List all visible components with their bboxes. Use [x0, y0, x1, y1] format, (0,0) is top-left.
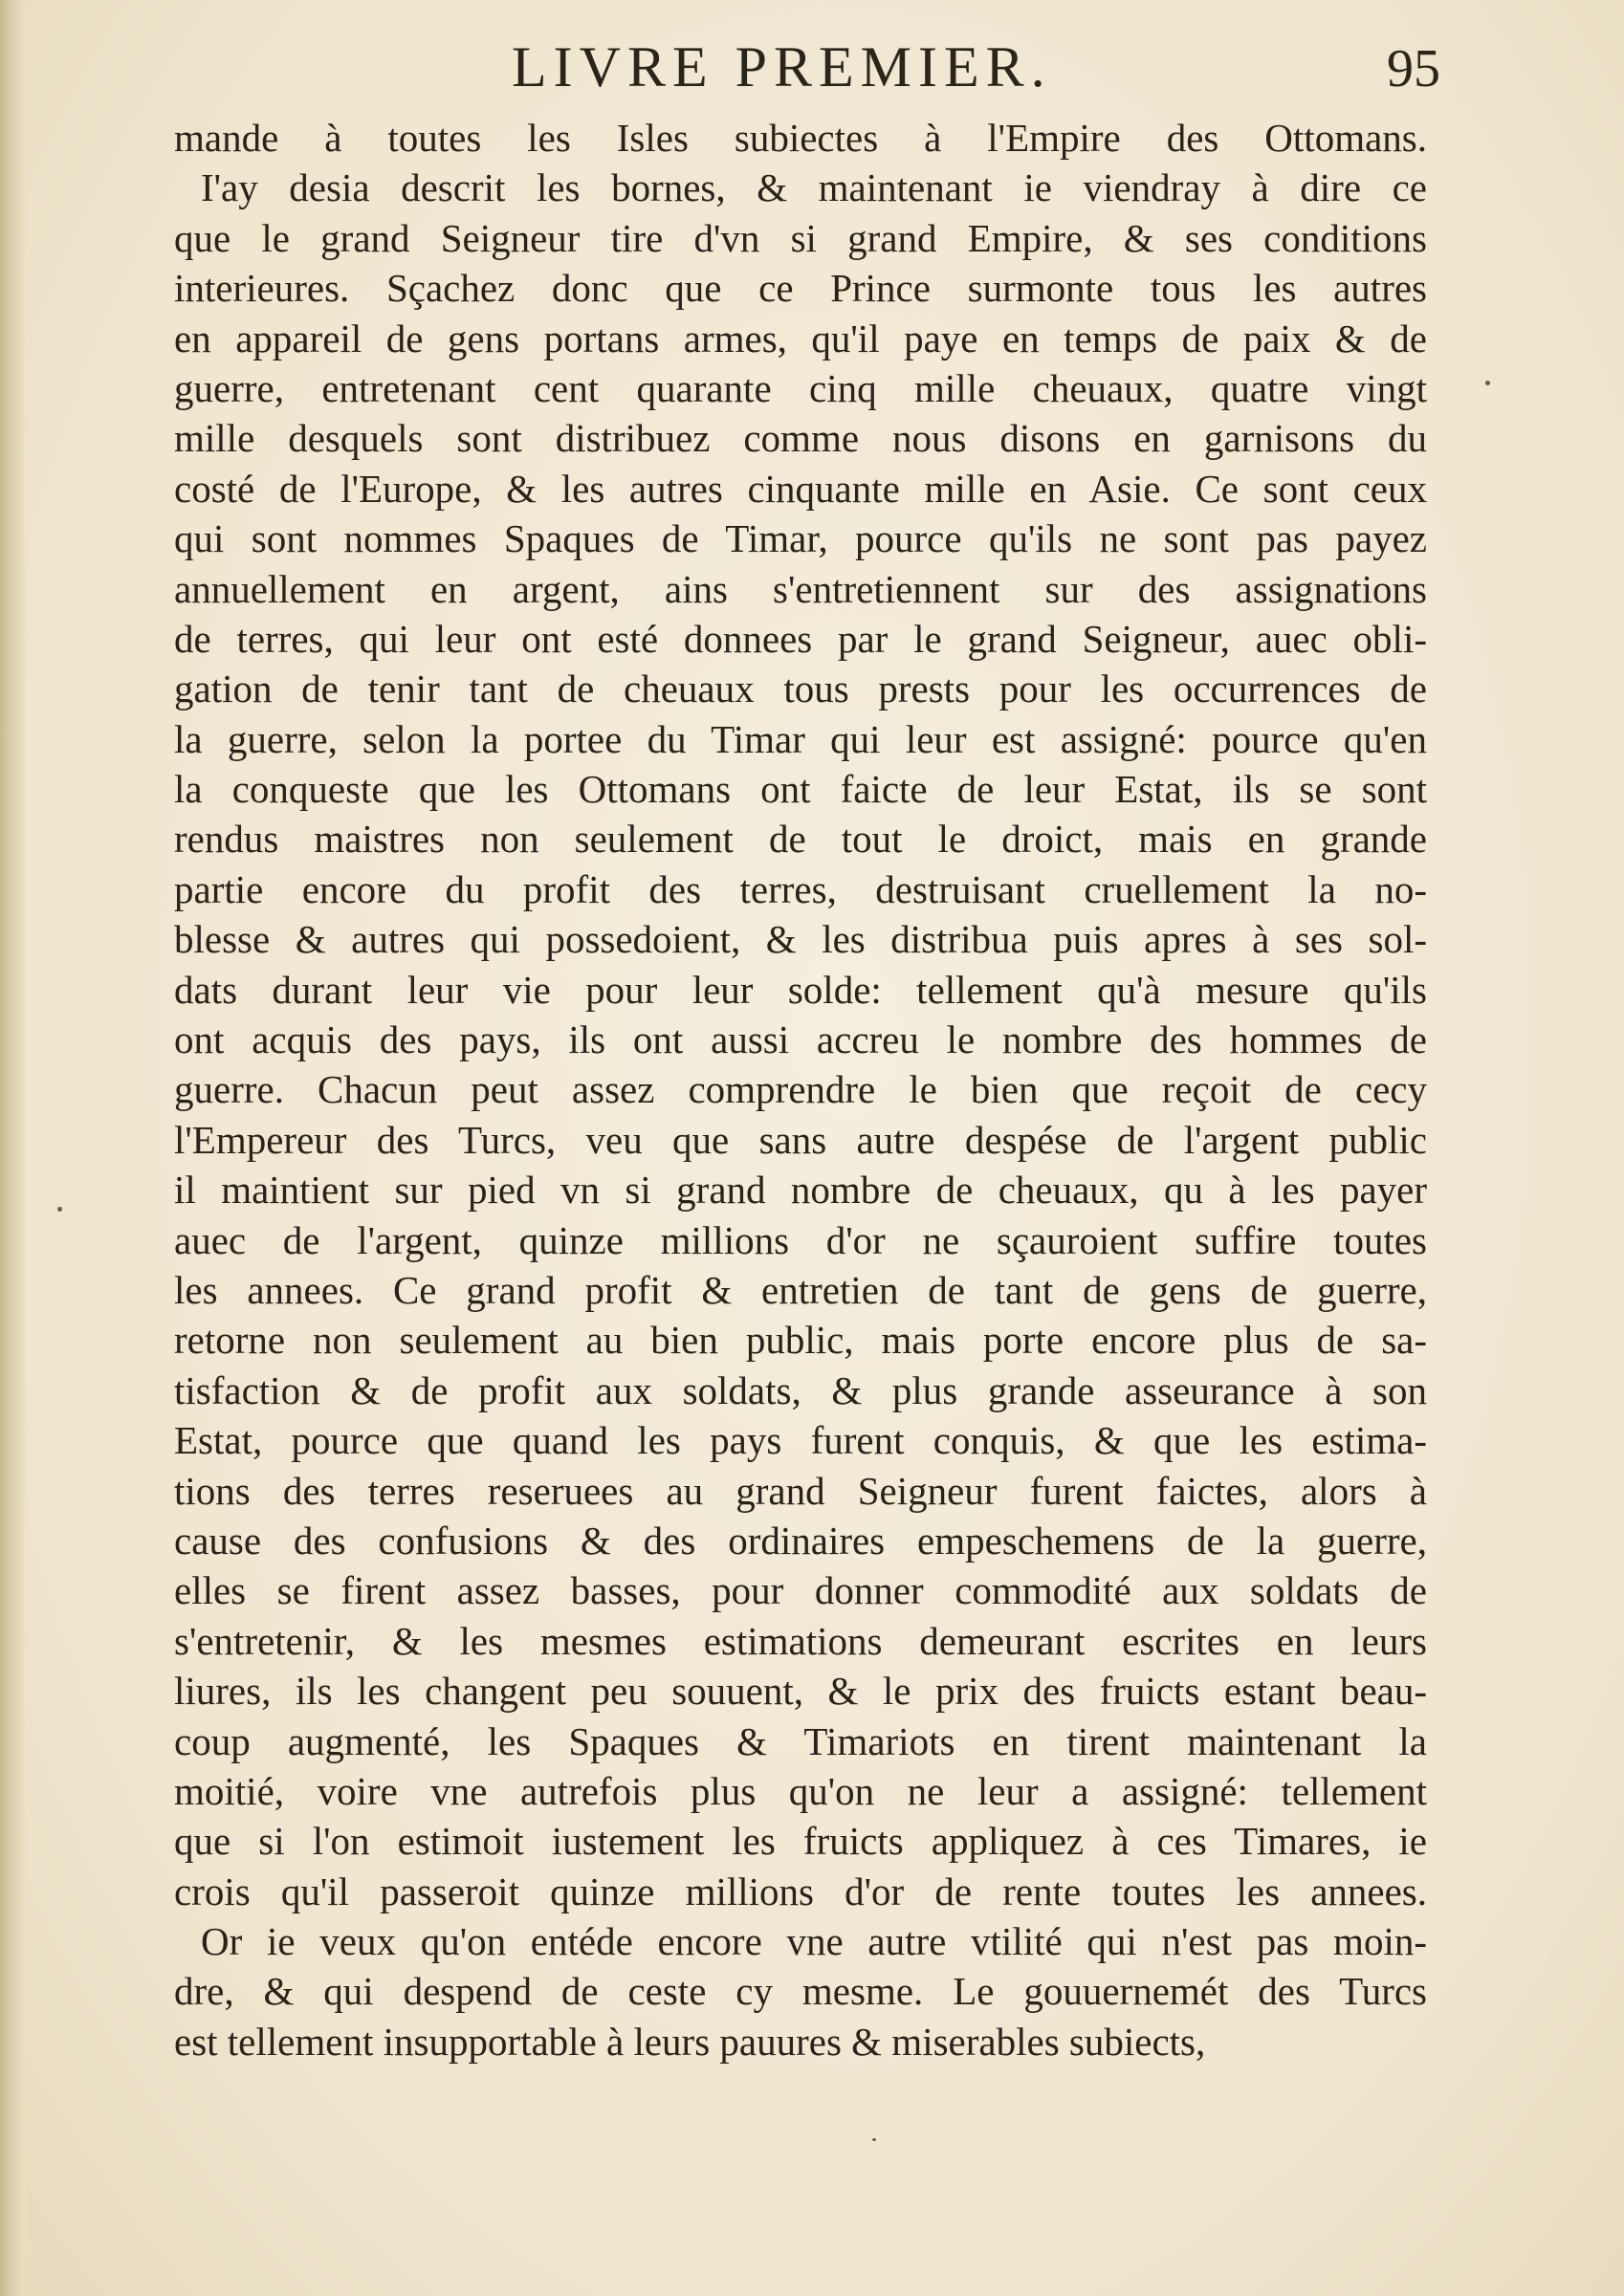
text-line: costé de l'Europe, & les autres cinquante mille en Asie. Ce sont ceux	[174, 466, 1427, 511]
text-line: que le grand Seigneur tire d'vn si grand Empire, & ses conditions	[174, 215, 1427, 260]
text-line: rendus maistres non seulement de tout le droict, mais en grande	[174, 817, 1427, 862]
text-line: liures, ils les changent peu souuent, & le prix des fruicts estant beau-	[174, 1669, 1427, 1714]
text-line: Estat, pource que quand les pays furent conquis, & que les estima-	[174, 1418, 1427, 1463]
page-number: 95	[1387, 39, 1440, 98]
text-line: I'ay desia descrit les bornes, & maintenant ie viendray à dire ce	[201, 165, 1427, 210]
ink-speck	[57, 1207, 62, 1212]
text-line: guerre. Chacun peut assez comprendre le bien que reçoit de cecy	[174, 1067, 1427, 1112]
text-line: s'entretenir, & les mesmes estimations demeurant escrites en leurs	[174, 1618, 1427, 1663]
text-line: moitié, voire vne autrefois plus qu'on ne leur a assigné: tellement	[174, 1768, 1427, 1813]
text-line: elles se firent assez basses, pour donner commodité aux soldats de	[174, 1568, 1427, 1613]
text-line: dre, & qui despend de ceste cy mesme. Le gouuernemét des Turcs	[174, 1969, 1427, 2014]
text-line: Or ie veux qu'on entéde encore vne autre vtilité qui n'est pas moin-	[201, 1919, 1427, 1964]
text-line: partie encore du profit des terres, destruisant cruellement la no-	[174, 866, 1427, 911]
text-line: mande à toutes les Isles subiectes à l'Empire des Ottomans.	[174, 116, 1427, 160]
text-line: les annees. Ce grand profit & entretien de tant de gens de guerre,	[174, 1267, 1427, 1312]
text-line: en appareil de gens portans armes, qu'il paye en temps de paix & de	[174, 316, 1427, 361]
text-line: qui sont nommes Spaques de Timar, pource qu'ils ne sont pas payez	[174, 516, 1427, 561]
text-line: la guerre, selon la portee du Timar qui leur est assigné: pource qu'en	[174, 716, 1427, 761]
text-line: crois qu'il passeroit quinze millions d'or de rente toutes les annees.	[174, 1869, 1427, 1913]
text-line: blesse & autres qui possedoient, & les distribua puis apres à ses sol-	[174, 917, 1427, 962]
text-line: dats durant leur vie pour leur solde: tellement qu'à mesure qu'ils	[174, 967, 1427, 1012]
text-line: il maintient sur pied vn si grand nombre de cheuaux, qu à les payer	[174, 1168, 1427, 1213]
page-gutter-edge	[0, 0, 25, 2296]
ink-speck	[1485, 381, 1490, 385]
text-line: annuellement en argent, ains s'entretiennent sur des assignations	[174, 566, 1427, 611]
text-line: la conqueste que les Ottomans ont faicte de leur Estat, ils se sont	[174, 767, 1427, 812]
text-line: que si l'on estimoit iustement les fruicts appliquez à ces Timares, ie	[174, 1819, 1427, 1864]
text-line: coup augmenté, les Spaques & Timariots en tirent maintenant la	[174, 1718, 1427, 1763]
body-text	[174, 113, 1427, 2066]
text-line: de terres, qui leur ont esté donnees par le grand Seigneur, auec obli-	[174, 616, 1427, 661]
text-line: auec de l'argent, quinze millions d'or ne sçauroient suffire toutes	[174, 1217, 1427, 1262]
text-line: tions des terres reseruees au grand Seigneur furent faictes, alors à	[174, 1468, 1427, 1513]
text-line: interieures. Sçachez donc que ce Prince surmonte tous les autres	[174, 266, 1427, 311]
page-header	[0, 29, 1624, 115]
text-line: tisfaction & de profit aux soldats, & plus grande asseurance à son	[174, 1367, 1427, 1412]
text-line: cause des confusions & des ordinaires empeschemens de la guerre,	[174, 1518, 1427, 1563]
ink-speck	[872, 2138, 876, 2141]
text-line: ont acquis des pays, ils ont aussi accreu le nombre des hommes de	[174, 1017, 1427, 1062]
text-line: mille desquels sont distribuez comme nous disons en garnisons du	[174, 416, 1427, 461]
text-line: est tellement insupportable à leurs pauures & miserables subiects,	[174, 2019, 1206, 2064]
text-line: gation de tenir tant de cheuaux tous prests pour les occurrences de	[174, 667, 1427, 711]
text-line: guerre, entretenant cent quarante cinq mille cheuaux, quatre vingt	[174, 365, 1427, 410]
running-title: LIVRE PREMIER.	[512, 35, 1052, 98]
text-line: l'Empereur des Turcs, veu que sans autre despése de l'argent public	[174, 1117, 1427, 1162]
text-line: retorne non seulement au bien public, mais porte encore plus de sa-	[174, 1318, 1427, 1363]
